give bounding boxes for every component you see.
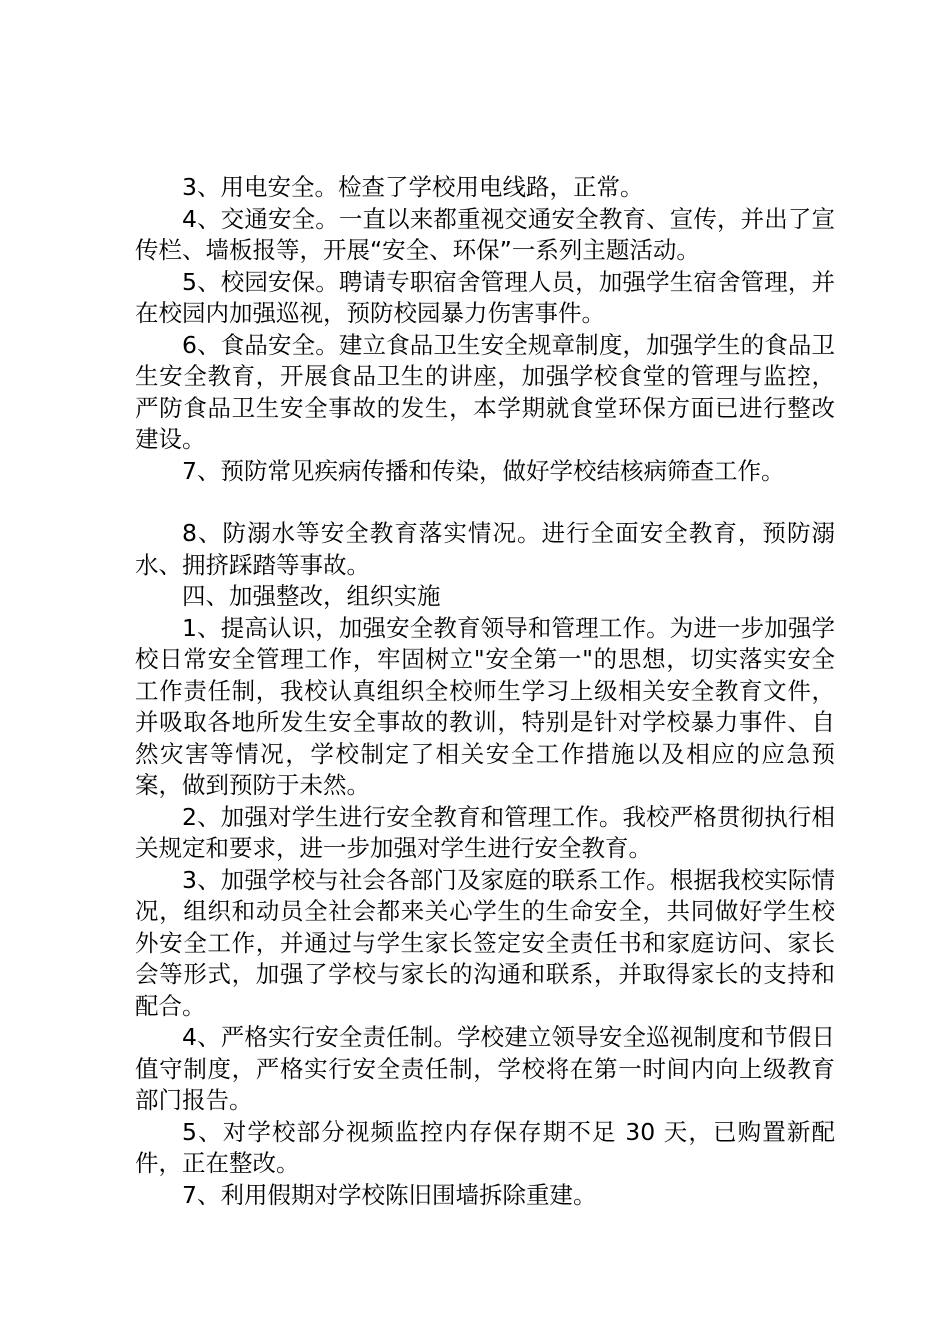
paragraph-traffic-safety: 4、交通安全。一直以来都重视交通安全教育、宣传，并出了宣传栏、墙板报等，开展“安全、环保”一系列主题活动。 — [135, 204, 835, 264]
paragraph-electric-safety: 3、用电安全。检查了学校用电线路，正常。 — [182, 173, 644, 201]
paragraph-awareness: 1、提高认识，加强安全教育领导和管理工作。为进一步加强学校日常安全管理工作，牢固树立"安全第一"的思想，切实落实安全工作责任制，我校认真组织全校师生学习上级相关安全教育文件，并吸取各地所发生安全事故的教训，特别是针对学校暴力事件、自然灾害等情况，学校制定了相关安全工作措施以及相应的应急预案，做到预防于未然。 — [135, 613, 835, 799]
paragraph-wall-rebuild: 7、利用假期对学校陈旧围墙拆除重建。 — [182, 1180, 597, 1209]
paragraph-campus-security: 5、校园安保。聘请专职宿舍管理人员，加强学生宿舍管理，并在校园内加强巡视，预防校园暴力伤害事件。 — [135, 267, 835, 327]
paragraph-student-education: 2、加强对学生进行安全教育和管理工作。我校严格贯彻执行相关规定和要求，进一步加强对学生进行安全教育。 — [135, 802, 835, 862]
paragraph-family-liaison: 3、加强学校与社会各部门及家庭的联系工作。根据我校实际情况，组织和动员全社会都来关心学生的生命安全，共同做好学生校外安全工作，并通过与学生家长签定安全责任书和家庭访问、家长会等形式，加强了学校与家长的沟通和联系，并取得家长的支持和配合。 — [135, 865, 835, 1020]
document-body — [135, 172, 835, 1211]
paragraph-responsibility-system: 4、严格实行安全责任制。学校建立领导安全巡视制度和节假日值守制度，严格实行安全责任制，学校将在第一时间内向上级教育部门报告。 — [135, 1023, 835, 1114]
paragraph-food-safety: 6、食品安全。建立食品卫生安全规章制度，加强学生的食品卫生安全教育，开展食品卫生的讲座，加强学校食堂的管理与监控，严防食品卫生安全事故的发生，本学期就食堂环保方面已进行整改建设。 — [135, 330, 835, 453]
section-heading-rectification: 四、加强整改，组织实施 — [182, 582, 441, 610]
paragraph-disease-prevention: 7、预防常见疾病传播和传染，做好学校结核病筛查工作。 — [182, 456, 785, 485]
paragraph-drowning-prevention: 8、防溺水等安全教育落实情况。进行全面安全教育，预防溺水、拥挤踩踏等事故。 — [135, 519, 835, 579]
paragraph-video-monitoring: 5、对学校部分视频监控内存保存期不足 30 天，已购置新配件，正在整改。 — [135, 1117, 835, 1177]
